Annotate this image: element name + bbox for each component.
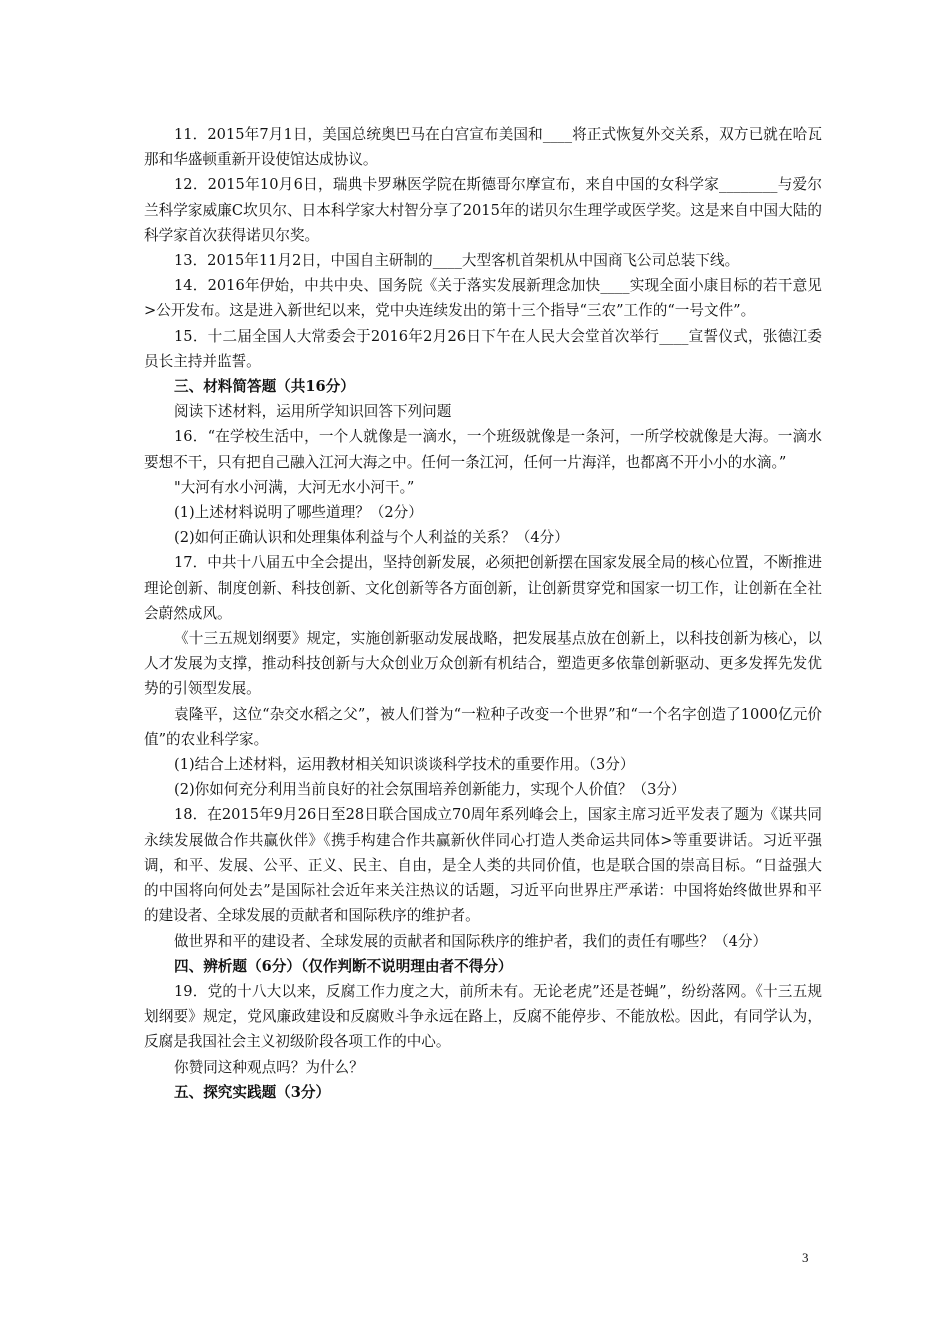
question-13: 13．2015年11月2日，中国自主研制的____大型客机首架机从中国商飞公司总装下线。 — [174, 252, 740, 270]
section-5-heading: 五、探究实践题（3分） — [174, 1083, 331, 1101]
question-19-question: 你赞同这种观点吗？为什么？ — [174, 1058, 364, 1076]
question-18-question: 做世界和平的建设者、全球发展的贡献者和国际秩序的维护者，我们的责任有哪些？（4分） — [174, 932, 768, 950]
section-3-heading: 三、材料简答题（共16分） — [174, 378, 355, 396]
section-3-intro: 阅读下述材料，运用所学知识回答下列问题 — [174, 403, 452, 421]
question-16-part-2: (2)如何正确认识和处理集体利益与个人利益的关系？（4分） — [174, 529, 569, 547]
question-17-material-2: 《十三五规划纲要》规定，实施创新驱动发展战略，把发展基点放在创新上，以科技创新为核心，以人才发展为支撑，推动科技创新与大众创业万众创新有机结合，塑造更多依靠创新驱动、更多发挥先发优势的引领型发展。 — [144, 630, 822, 698]
question-16-quote: "大河有水小河满，大河无水小河干。” — [174, 478, 415, 496]
question-12: 12．2015年10月6日，瑞典卡罗琳医学院在斯德哥尔摩宣布，来自中国的女科学家________与爱尔兰科学家威廉C坎贝尔、日本科学家大村智分享了2015年的诺贝尔生理学或医学奖。这是来自中国大陆的科学家首次获得诺贝尔奖。 — [144, 176, 822, 244]
question-16-part-1: (1)上述材料说明了哪些道理？（2分） — [174, 504, 423, 522]
question-17-material-3: 袁隆平，这位“杂交水稻之父”，被人们誉为“一粒种子改变一个世界”和“一个名字创造了1000亿元价值”的农业科学家。 — [144, 705, 822, 748]
page-number: 3 — [802, 1250, 809, 1265]
document-body — [144, 122, 822, 1105]
question-18-material: 18．在2015年9月26日至28日联合国成立70周年系列峰会上，国家主席习近平发表了题为《谋共同永续发展做合作共赢伙伴》《携手构建合作共赢新伙伴同心打造人类命运共同体>等重要讲话。习近平强调，和平、发展、公平、正义、民主、自由，是全人类的共同价值，也是联合国的崇高目标。“日益强大的中国将向何处去”是国际社会近年来关注热议的话题，习近平向世界庄严承诺：中国将始终做世界和平的建设者、全球发展的贡献者和国际秩序的维护者。 — [144, 806, 822, 925]
question-14: 14．2016年伊始，中共中央、国务院《关于落实发展新理念加快____实现全面小康目标的若干意见>公开发布。这是进入新世纪以来，党中央连续发出的第十三个指导“三农”工作的“一号文件”。 — [144, 277, 822, 320]
question-16-material: 16．“在学校生活中，一个人就像是一滴水，一个班级就像是一条河，一所学校就像是大海。一滴水要想不干，只有把自己融入江河大海之中。任何一条江河，任何一片海洋，也都离不开小小的水滴。” — [144, 428, 822, 471]
question-15: 15．十二届全国人大常委会于2016年2月26日下午在人民大会堂首次举行____宣誓仪式，张德江委员长主持并监誓。 — [144, 327, 822, 370]
question-17-material-1: 17．中共十八届五中全会提出，坚持创新发展，必须把创新摆在国家发展全局的核心位置，不断推进理论创新、制度创新、科技创新、文化创新等各方面创新，让创新贯穿党和国家一切工作，让创新在全社会蔚然成风。 — [144, 554, 822, 622]
section-4-heading: 四、辨析题（6分）（仅作判断不说明理由者不得分） — [174, 957, 513, 975]
question-17-part-1: (1)结合上述材料，运用教材相关知识谈谈科学技术的重要作用。（3分） — [174, 756, 635, 774]
question-19-material: 19．党的十八大以来，反腐工作力度之大，前所未有。无论老虎”还是苍蝇”，纷纷落网。《十三五规划纲要》规定，党风廉政建设和反腐败斗争永远在路上，反腐不能停步、不能放松。因此，有同学认为，反腐是我国社会主义初级阶段各项工作的中心。 — [144, 982, 822, 1051]
question-17-part-2: (2)你如何充分利用当前良好的社会氛围培养创新能力，实现个人价值？（3分） — [174, 781, 686, 799]
question-11: 11．2015年7月1日，美国总统奥巴马在白宫宣布美国和____将正式恢复外交关系，双方已就在哈瓦那和华盛顿重新开设使馆达成协议。 — [144, 126, 822, 169]
